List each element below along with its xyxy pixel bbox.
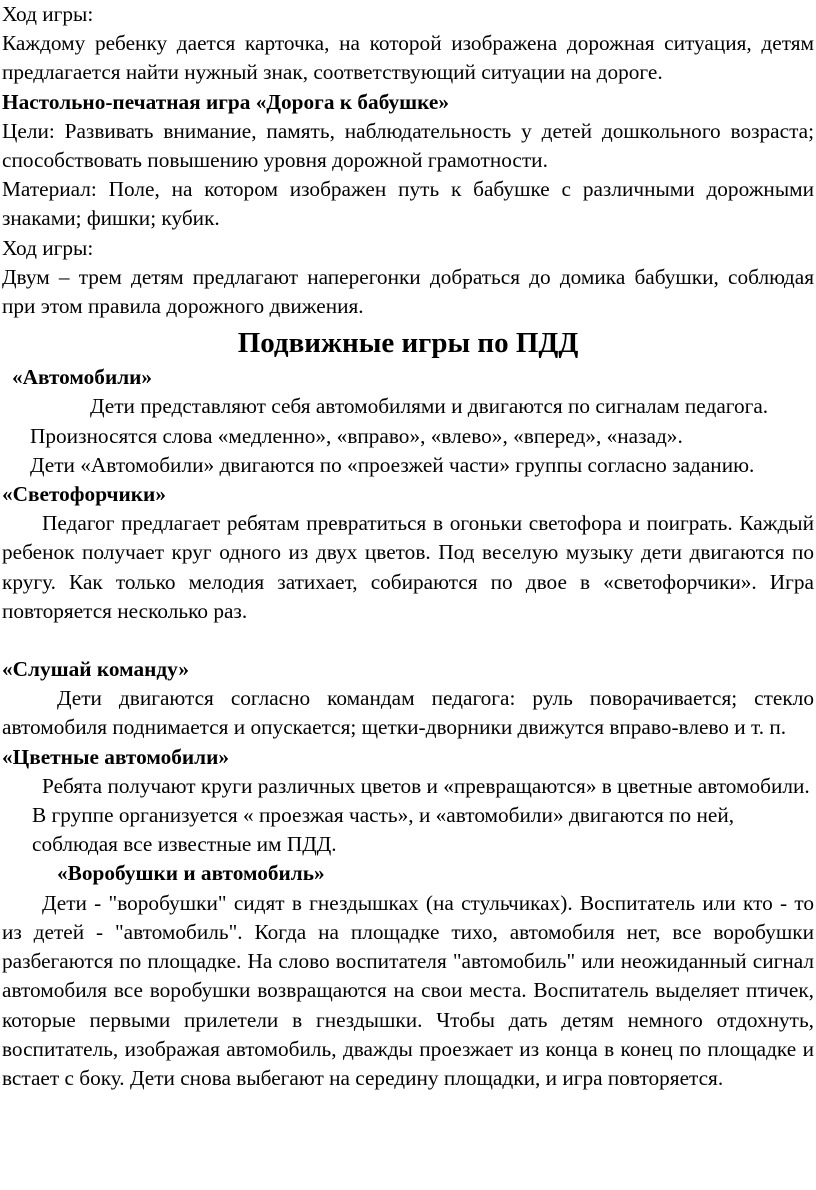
paragraph-game-listen-command: Дети двигаются согласно командам педагога: руль поворачивается; стекло автомобиля поднимается и опускается; щетки-дворники движутся вправо-влево и т. п. <box>2 686 814 740</box>
paragraph-game-traffic-lights: Педагог предлагает ребятам превратиться в огоньки светофора и поиграть. Каждый ребенок получает круг одного из двух цветов. Под веселую музыку дети двигаются по кругу. Как только мелодия затихает, собираются по двое в «светофорчики». Игра повторяется несколько раз. <box>2 511 814 623</box>
paragraph-game-colored-cars: Ребята получают круги различных цветов и «превращаются» в цветные автомобили. В группе организуется « проезжая часть», и «автомобили» двигаются по ней, соблюдая все известные им ПДД. <box>32 773 810 857</box>
paragraph-game-cars-3: Дети «Автомобили» двигаются по «проезжей части» группы согласно заданию. <box>30 452 755 477</box>
paragraph-board-game-flow: Двум – трем детям предлагают наперегонки добраться до домика бабушки, соблюдая при этом правила дорожного движения. <box>2 264 814 319</box>
paragraph-game-sparrows: Дети - "воробушки" сидят в гнездышках (на стульчиках). Воспитатель или кто - то из детей - "автомобиль". Когда на площадке тихо, автомобиля нет, все воробушки разбегаются по площадке. На слово воспитателя "автомобиль" или неожиданный сигнал автомобиля все воробушки возвращаются на свои места. Воспитатель выделяет птичек, которые первыми прилетели в гнездышки. Чтобы дать детям немного отдохнуть, воспитатель, изображая автомобиль, дважды проезжает из конца в конец по площадке и встает с боку. Дети снова выбегают на середину площадки, и игра повторяется. <box>2 890 814 1090</box>
paragraph-materials: Материал: Поле, на котором изображен путь к бабушке с различными дорожными знаками; фишки; кубик. <box>2 177 814 231</box>
heading-game-listen-command: «Слушай команду» <box>2 657 189 682</box>
paragraph-game-flow-label-2: Ход игры: <box>2 235 94 260</box>
section-title: Подвижные игры по ПДД <box>237 327 579 360</box>
heading-board-game: Настольно-печатная игра «Дорога к бабушке» <box>2 89 450 114</box>
paragraph-game-flow-label: Ход игры: <box>2 2 94 26</box>
paragraph-card-game: Каждому ребенку дается карточка, на которой изображена дорожная ситуация, детям предлагается найти нужный знак, соответствующий ситуации на дороге. <box>2 31 814 85</box>
heading-game-traffic-lights: «Светофорчики» <box>2 482 166 507</box>
paragraph-game-cars-2: Произносятся слова «медленно», «вправо», «влево», «вперед», «назад». <box>30 423 683 448</box>
heading-game-sparrows: «Воробушки и автомобиль» <box>57 861 325 886</box>
heading-game-cars: «Автомобили» <box>12 365 153 390</box>
blank-line <box>2 626 814 655</box>
heading-game-colored-cars: «Цветные автомобили» <box>2 744 230 769</box>
paragraph-goals: Цели: Развивать внимание, память, наблюдательность у детей дошкольного возраста; способствовать повышению уровня дорожной грамотности. <box>2 118 814 173</box>
paragraph-game-cars-1: Дети представляют себя автомобилями и двигаются по сигналам педагога. <box>90 394 769 419</box>
